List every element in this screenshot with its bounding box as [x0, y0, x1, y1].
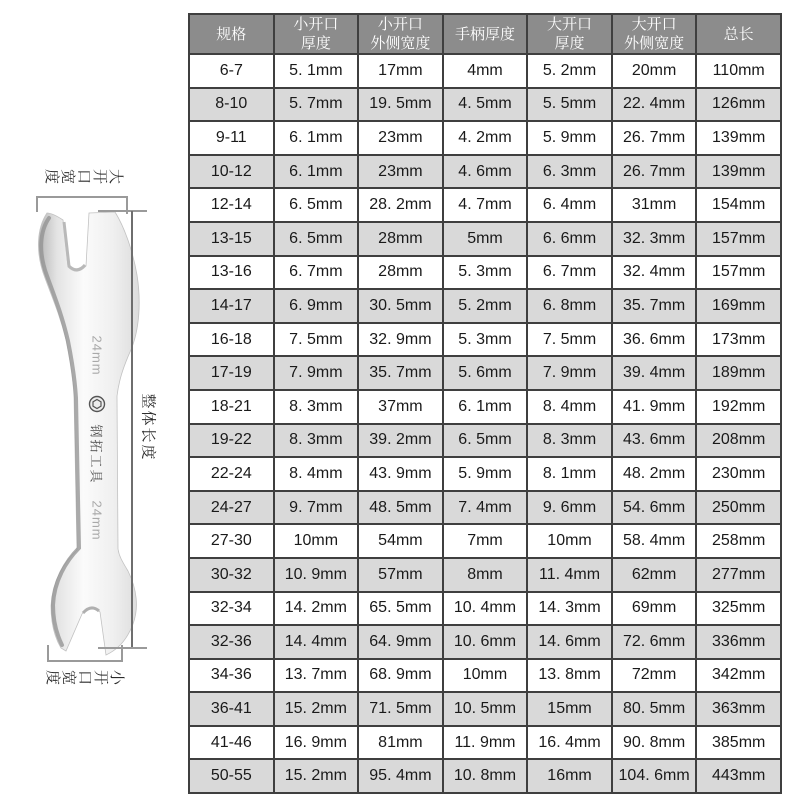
table-cell: 18-21	[189, 390, 274, 424]
table-cell: 14. 4mm	[274, 625, 359, 659]
table-cell: 6. 9mm	[274, 289, 359, 323]
table-cell: 443mm	[696, 759, 781, 793]
table-cell: 32. 9mm	[358, 323, 443, 357]
table-cell: 19. 5mm	[358, 88, 443, 122]
table-cell: 5. 6mm	[443, 356, 528, 390]
table-cell: 39. 4mm	[612, 356, 697, 390]
table-row	[189, 121, 781, 155]
table-cell: 5. 5mm	[527, 88, 612, 122]
table-cell: 4. 6mm	[443, 155, 528, 189]
table-cell: 34-36	[189, 659, 274, 693]
table-cell: 157mm	[696, 256, 781, 290]
table-cell: 277mm	[696, 558, 781, 592]
table-cell: 11. 9mm	[443, 726, 528, 760]
table-cell: 6. 8mm	[527, 289, 612, 323]
table-cell: 36-41	[189, 692, 274, 726]
table-row	[189, 692, 781, 726]
table-cell: 16-18	[189, 323, 274, 357]
table-cell: 28mm	[358, 222, 443, 256]
table-cell: 6. 7mm	[274, 256, 359, 290]
table-cell: 6. 5mm	[274, 188, 359, 222]
table-cell: 15. 2mm	[274, 759, 359, 793]
table-cell: 110mm	[696, 54, 781, 88]
table-row	[189, 54, 781, 88]
table-cell: 15. 2mm	[274, 692, 359, 726]
table-cell: 48. 5mm	[358, 491, 443, 525]
table-cell: 32-36	[189, 625, 274, 659]
table-cell: 41. 9mm	[612, 390, 697, 424]
table-cell: 6. 1mm	[274, 121, 359, 155]
table-cell: 173mm	[696, 323, 781, 357]
spec-table	[188, 13, 782, 794]
table-cell: 13. 7mm	[274, 659, 359, 693]
table-cell: 258mm	[696, 524, 781, 558]
table-cell: 104. 6mm	[612, 759, 697, 793]
wrench-illustration	[0, 0, 200, 800]
table-cell: 71. 5mm	[358, 692, 443, 726]
table-row	[189, 759, 781, 793]
spec-table-body	[189, 54, 781, 793]
table-cell: 23mm	[358, 121, 443, 155]
table-row	[189, 524, 781, 558]
table-cell: 126mm	[696, 88, 781, 122]
table-header-row	[189, 14, 781, 54]
table-row	[189, 222, 781, 256]
table-cell: 8. 3mm	[527, 424, 612, 458]
table-cell: 10. 5mm	[443, 692, 528, 726]
table-cell: 16. 9mm	[274, 726, 359, 760]
table-cell: 6-7	[189, 54, 274, 88]
table-cell: 23mm	[358, 155, 443, 189]
table-row	[189, 390, 781, 424]
table-cell: 14-17	[189, 289, 274, 323]
header-cell: 规格	[189, 14, 274, 54]
table-cell: 10. 6mm	[443, 625, 528, 659]
table-cell: 48. 2mm	[612, 457, 697, 491]
table-cell: 22-24	[189, 457, 274, 491]
dim-total-length-top-tick	[98, 210, 147, 212]
table-cell: 68. 9mm	[358, 659, 443, 693]
table-cell: 230mm	[696, 457, 781, 491]
table-cell: 8. 3mm	[274, 390, 359, 424]
size-marking-bottom: 24mm	[89, 500, 105, 541]
table-cell: 325mm	[696, 592, 781, 626]
table-cell: 17mm	[358, 54, 443, 88]
table-cell: 72mm	[612, 659, 697, 693]
table-cell: 31mm	[612, 188, 697, 222]
table-cell: 6. 1mm	[274, 155, 359, 189]
table-cell: 10. 8mm	[443, 759, 528, 793]
table-cell: 32. 4mm	[612, 256, 697, 290]
table-cell: 8. 1mm	[527, 457, 612, 491]
table-row	[189, 289, 781, 323]
table-cell: 7. 9mm	[527, 356, 612, 390]
table-cell: 69mm	[612, 592, 697, 626]
table-cell: 36. 6mm	[612, 323, 697, 357]
table-cell: 4. 2mm	[443, 121, 528, 155]
table-cell: 28. 2mm	[358, 188, 443, 222]
table-cell: 6. 5mm	[443, 424, 528, 458]
table-cell: 5mm	[443, 222, 528, 256]
table-cell: 8-10	[189, 88, 274, 122]
table-cell: 27-30	[189, 524, 274, 558]
table-cell: 6. 1mm	[443, 390, 528, 424]
table-cell: 10. 4mm	[443, 592, 528, 626]
table-cell: 208mm	[696, 424, 781, 458]
table-cell: 10. 9mm	[274, 558, 359, 592]
table-cell: 72. 6mm	[612, 625, 697, 659]
table-row	[189, 188, 781, 222]
table-cell: 5. 3mm	[443, 323, 528, 357]
table-cell: 13-15	[189, 222, 274, 256]
table-cell: 8. 3mm	[274, 424, 359, 458]
table-cell: 90. 8mm	[612, 726, 697, 760]
table-row	[189, 558, 781, 592]
table-cell: 65. 5mm	[358, 592, 443, 626]
label-large-opening-width: 大开口宽度	[44, 167, 124, 184]
table-cell: 41-46	[189, 726, 274, 760]
table-cell: 11. 4mm	[527, 558, 612, 592]
table-cell: 8. 4mm	[527, 390, 612, 424]
table-cell: 5. 9mm	[527, 121, 612, 155]
table-cell: 32. 3mm	[612, 222, 697, 256]
table-cell: 5. 7mm	[274, 88, 359, 122]
table-cell: 9-11	[189, 121, 274, 155]
table-row	[189, 659, 781, 693]
table-row	[189, 491, 781, 525]
table-cell: 7. 5mm	[274, 323, 359, 357]
table-cell: 336mm	[696, 625, 781, 659]
table-cell: 95. 4mm	[358, 759, 443, 793]
table-row	[189, 356, 781, 390]
table-cell: 5. 3mm	[443, 256, 528, 290]
dim-large-opening-width	[36, 196, 128, 198]
table-cell: 4. 7mm	[443, 188, 528, 222]
table-row	[189, 625, 781, 659]
table-cell: 5. 2mm	[527, 54, 612, 88]
table-cell: 6. 5mm	[274, 222, 359, 256]
header-cell: 小开口 外侧宽度	[358, 14, 443, 54]
table-cell: 4mm	[443, 54, 528, 88]
table-cell: 4. 5mm	[443, 88, 528, 122]
table-cell: 154mm	[696, 188, 781, 222]
table-cell: 169mm	[696, 289, 781, 323]
table-cell: 9. 6mm	[527, 491, 612, 525]
table-cell: 35. 7mm	[612, 289, 697, 323]
table-cell: 13-16	[189, 256, 274, 290]
table-cell: 81mm	[358, 726, 443, 760]
table-row	[189, 726, 781, 760]
table-cell: 157mm	[696, 222, 781, 256]
table-cell: 10mm	[443, 659, 528, 693]
table-cell: 8. 4mm	[274, 457, 359, 491]
label-total-length: 整体长度	[139, 393, 157, 462]
table-cell: 39. 2mm	[358, 424, 443, 458]
table-cell: 363mm	[696, 692, 781, 726]
table-cell: 6. 3mm	[527, 155, 612, 189]
table-cell: 26. 7mm	[612, 155, 697, 189]
table-cell: 192mm	[696, 390, 781, 424]
table-cell: 10mm	[274, 524, 359, 558]
table-cell: 30-32	[189, 558, 274, 592]
table-cell: 7. 9mm	[274, 356, 359, 390]
table-cell: 12-14	[189, 188, 274, 222]
table-cell: 26. 7mm	[612, 121, 697, 155]
table-cell: 7. 5mm	[527, 323, 612, 357]
table-cell: 385mm	[696, 726, 781, 760]
table-cell: 43. 6mm	[612, 424, 697, 458]
table-cell: 250mm	[696, 491, 781, 525]
table-cell: 64. 9mm	[358, 625, 443, 659]
table-cell: 62mm	[612, 558, 697, 592]
table-cell: 20mm	[612, 54, 697, 88]
table-cell: 14. 6mm	[527, 625, 612, 659]
table-cell: 30. 5mm	[358, 289, 443, 323]
table-cell: 24-27	[189, 491, 274, 525]
table-cell: 342mm	[696, 659, 781, 693]
table-cell: 22. 4mm	[612, 88, 697, 122]
dim-total-length	[131, 211, 133, 648]
size-marking-top: 24mm	[89, 335, 105, 376]
table-cell: 9. 7mm	[274, 491, 359, 525]
table-row	[189, 256, 781, 290]
table-cell: 14. 2mm	[274, 592, 359, 626]
table-cell: 13. 8mm	[527, 659, 612, 693]
table-cell: 80. 5mm	[612, 692, 697, 726]
table-cell: 7mm	[443, 524, 528, 558]
table-row	[189, 424, 781, 458]
header-cell: 小开口 厚度	[274, 14, 359, 54]
table-cell: 10-12	[189, 155, 274, 189]
table-row	[189, 323, 781, 357]
table-cell: 54mm	[358, 524, 443, 558]
table-cell: 57mm	[358, 558, 443, 592]
table-row	[189, 155, 781, 189]
header-cell: 大开口 外侧宽度	[612, 14, 697, 54]
header-cell: 总长	[696, 14, 781, 54]
dim-small-opening-width	[47, 660, 123, 662]
header-cell: 手柄厚度	[443, 14, 528, 54]
table-cell: 7. 4mm	[443, 491, 528, 525]
table-row	[189, 457, 781, 491]
table-row	[189, 88, 781, 122]
table-cell: 8mm	[443, 558, 528, 592]
table-cell: 17-19	[189, 356, 274, 390]
table-cell: 139mm	[696, 121, 781, 155]
table-cell: 37mm	[358, 390, 443, 424]
table-cell: 14. 3mm	[527, 592, 612, 626]
table-cell: 58. 4mm	[612, 524, 697, 558]
table-cell: 32-34	[189, 592, 274, 626]
table-cell: 139mm	[696, 155, 781, 189]
table-cell: 6. 6mm	[527, 222, 612, 256]
table-cell: 6. 7mm	[527, 256, 612, 290]
header-cell: 大开口 厚度	[527, 14, 612, 54]
table-cell: 16. 4mm	[527, 726, 612, 760]
table-cell: 28mm	[358, 256, 443, 290]
table-cell: 15mm	[527, 692, 612, 726]
table-cell: 43. 9mm	[358, 457, 443, 491]
table-cell: 5. 1mm	[274, 54, 359, 88]
table-cell: 35. 7mm	[358, 356, 443, 390]
brand-text: 钢拓工具	[88, 424, 104, 485]
table-cell: 5. 9mm	[443, 457, 528, 491]
table-row	[189, 592, 781, 626]
table-cell: 54. 6mm	[612, 491, 697, 525]
table-cell: 5. 2mm	[443, 289, 528, 323]
table-cell: 10mm	[527, 524, 612, 558]
table-cell: 6. 4mm	[527, 188, 612, 222]
table-cell: 19-22	[189, 424, 274, 458]
brand-logo-icon	[90, 397, 105, 412]
table-cell: 16mm	[527, 759, 612, 793]
spec-table-head	[189, 14, 781, 54]
table-cell: 50-55	[189, 759, 274, 793]
table-cell: 189mm	[696, 356, 781, 390]
label-small-opening-width: 小开口宽度	[45, 668, 125, 685]
